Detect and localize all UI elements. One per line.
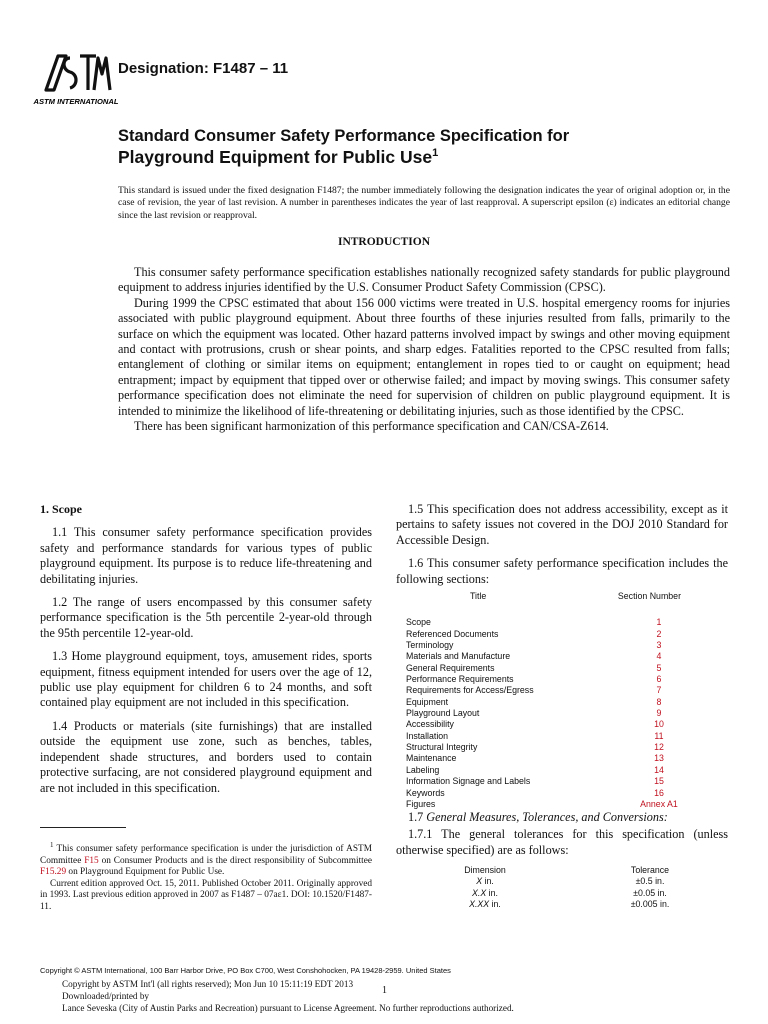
title-footnote-mark: 1	[432, 147, 439, 159]
download-line-2: Downloaded/printed by	[62, 991, 150, 1001]
subcommittee-f15-29-link[interactable]: F15.29	[40, 867, 67, 878]
toc-row-title: Keywords	[406, 787, 445, 798]
dimension-symbol: X.X	[472, 887, 487, 898]
tolerance-row	[430, 888, 690, 899]
toc-row-title: Referenced Documents	[406, 628, 499, 639]
toc-row-number[interactable]: 5	[656, 662, 662, 673]
scope-paragraph-1-5: 1.5 This specification does not address accessibility, except as it pertains to safety issues not covered in the DOJ 2010 Standard for Accessible Design.	[396, 502, 728, 547]
toc-row-title: Information Signage and Labels	[406, 776, 531, 787]
toc-row-number[interactable]: 4	[656, 651, 662, 662]
toc-row-title: Playground Layout	[406, 708, 480, 719]
toc-row-title: Structural Integrity	[406, 742, 478, 753]
toc-row-number[interactable]: 9	[656, 708, 662, 719]
toc-row-title: Materials and Manufacture	[406, 651, 511, 662]
left-column	[40, 502, 372, 804]
footnote	[40, 840, 372, 914]
tolerance-row	[430, 899, 690, 910]
toc-row	[406, 753, 706, 764]
tolerance-dimension	[430, 899, 540, 910]
toc-row-number[interactable]: 10	[654, 719, 664, 730]
copyright-line: Copyright © ASTM International, 100 Barr Harbor Drive, PO Box C700, West Conshohocken, PA 19428-2959. United States	[40, 966, 451, 975]
toc-row	[406, 697, 706, 708]
section-1-7-title: General Measures, Tolerances, and Conversions:	[426, 810, 668, 824]
intro-paragraph: During 1999 the CPSC estimated that about 156 000 victims were treated in U.S. hospital emergency rooms for injuries associated with public playground equipment. About three fourths of these injuries resulted from falls, primarily to the surface on which the equipment was located. Other hazard patterns involved impact by swings and other moving equipment and contact with protrusions, crush or shear points, and sharp edges. Fatalities reported to the CPSC resulted from falls; entanglement of clothing or similar items on equipment; entanglement in ropes tied to or caught on equipment; head entrapment; impact by equipment that tipped over or otherwise failed; and impact by moving swings. This consumer safety performance specification does not eliminate the need for supervision of children on public playground equipment. It is intended to minimize the likelihood of life-threatening or debilitating injuries, such as those identified by the CPSC.	[118, 295, 730, 418]
footnote-text: on Playground Equipment for Public Use.	[66, 867, 225, 878]
toc-row	[406, 685, 706, 696]
dimension-unit: in.	[486, 887, 498, 898]
tolerance-value: ±0.05 in.	[633, 887, 667, 898]
scope-paragraph: 1.2 The range of users encompassed by this consumer safety performance specification is the 5th percentile 2-year-old through the 95th percentile 12-year-old.	[40, 595, 372, 640]
toc-row-number[interactable]: 2	[656, 628, 662, 639]
toc-row-title: Installation	[406, 730, 449, 741]
toc-row	[406, 788, 706, 799]
committee-f15-link[interactable]: F15	[84, 855, 99, 866]
footnote-text: on Consumer Products and is the direct responsibility of Subcommittee	[98, 855, 372, 866]
toc-row-title: Maintenance	[406, 753, 457, 764]
toc-row-title: Accessibility	[406, 719, 454, 730]
tolerance-value: ±0.005 in.	[630, 898, 670, 909]
toc-section-header: Section Number	[617, 591, 681, 601]
toc-row	[406, 708, 706, 719]
toc-row-title: Labeling	[406, 764, 440, 775]
intro-paragraph: This consumer safety performance specification establishes nationally recognized safety standards for public playground equipment to address injuries identified by the U.S. Consumer Product Safety Commission (CPSC).	[118, 265, 730, 295]
dimension-symbol: X	[476, 876, 483, 887]
issuance-notice: This standard is issued under the fixed designation F1487; the number immediately following the designation indicates the year of original adoption or, in the case of revision, the year of last revision. A number in parentheses indicates the year of last reapproval. A superscript epsilon (ε) indicates an editorial change since the last revision or reapproval.	[118, 185, 730, 221]
tolerance-dimension	[430, 888, 540, 899]
toc-row-number[interactable]: 3	[656, 640, 662, 651]
toc-row-number[interactable]: 12	[654, 742, 664, 753]
toc-row-title: Terminology	[406, 640, 454, 651]
tolerance-dimension	[430, 876, 540, 887]
toc-row	[406, 776, 706, 787]
toc-row	[406, 617, 706, 628]
toc-row-title: Performance Requirements	[406, 674, 514, 685]
designation-label: Designation: F1487	[118, 60, 256, 77]
section-1-7-number: 1.7	[408, 810, 424, 824]
logo-text: ASTM INTERNATIONAL	[33, 97, 119, 106]
footnote-text: This consumer safety performance specification is under the jurisdiction of ASTM Committee	[40, 844, 372, 866]
page-number: 1	[382, 985, 387, 996]
toc-row-number[interactable]: Annex A1	[640, 798, 678, 809]
edition-note: Current edition approved Oct. 15, 2011. Published October 2011. Originally approved in 1993. Last previous edition approved in 2007 as F1487 – 07aε1. DOI: 10.1520/F1487-11.	[40, 878, 372, 913]
toc-row-number[interactable]: 8	[656, 696, 662, 707]
toc-row	[406, 765, 706, 776]
toc-row	[406, 629, 706, 640]
footnote-divider	[40, 827, 126, 828]
toc-row-number[interactable]: 6	[656, 674, 662, 685]
scope-paragraph-1-6: 1.6 This consumer safety performance specification includes the following sections:	[396, 556, 728, 586]
download-line-1: Copyright by ASTM Int'l (all rights reserved); Mon Jun 10 15:11:19 EDT 2013	[62, 979, 354, 989]
dimension-symbol: X.XX	[469, 898, 490, 909]
tolerance-value-header: Tolerance	[630, 865, 670, 875]
toc-row-number[interactable]: 14	[654, 764, 664, 775]
section-1-7-1: 1.7.1 The general tolerances for this specification (unless otherwise specified) are as follows:	[396, 827, 728, 857]
title-line-1: Standard Consumer Safety Performance Specification for	[118, 127, 570, 145]
astm-logo	[33, 50, 119, 108]
sections-table	[406, 591, 706, 810]
toc-row-number[interactable]: 7	[656, 685, 662, 696]
toc-row	[406, 651, 706, 662]
dimension-unit: in.	[482, 876, 494, 887]
tolerance-dimension-header: Dimension	[464, 865, 506, 875]
toc-row-title: Requirements for Access/Egress	[406, 685, 534, 696]
toc-row	[406, 719, 706, 730]
designation	[118, 60, 288, 77]
scope-paragraph: 1.1 This consumer safety performance specification provides safety and performance standards for various types of public playground equipment. Its purpose is to reduce life-threatening and debilitating injuries.	[40, 525, 372, 586]
astm-logo-icon	[33, 50, 119, 108]
download-line-3: Lance Seveska (City of Austin Parks and Recreation) pursuant to License Agreement. No further reproductions authorized.	[62, 1003, 514, 1013]
toc-row-number[interactable]: 1	[656, 617, 662, 628]
introduction-body	[118, 265, 730, 434]
toc-row	[406, 674, 706, 685]
download-notice	[62, 978, 742, 1014]
toc-row	[406, 640, 706, 651]
designation-year: – 11	[259, 60, 289, 77]
toc-row-title: General Requirements	[406, 662, 495, 673]
toc-row	[406, 731, 706, 742]
toc-row	[406, 663, 706, 674]
toc-title-header: Title	[470, 591, 487, 601]
document-title	[118, 126, 718, 168]
right-column	[396, 502, 728, 587]
scope-paragraph: 1.3 Home playground equipment, toys, amusement rides, sports equipment, fitness equipment intended for users over the age of 12, public use play equipment for children 6 to 24 months, and soft contained play equipment are not included in this specification.	[40, 649, 372, 710]
title-line-2: Playground Equipment for Public Use	[118, 147, 433, 167]
section-1-7	[396, 810, 728, 858]
tolerance-row	[430, 876, 690, 887]
toc-row-number[interactable]: 15	[654, 776, 664, 787]
intro-paragraph: There has been significant harmonization of this performance specification and CAN/CSA-Z614.	[134, 419, 609, 434]
tolerance-table	[430, 865, 690, 910]
toc-row-number[interactable]: 13	[654, 753, 664, 764]
footnote-mark: 1	[50, 841, 54, 849]
toc-row-title: Figures	[406, 798, 436, 809]
toc-row	[406, 799, 706, 810]
toc-row-title: Scope	[406, 617, 431, 628]
dimension-unit: in.	[489, 898, 501, 909]
toc-row-number[interactable]: 11	[654, 730, 664, 741]
scope-heading: 1. Scope	[40, 502, 82, 516]
introduction-heading: INTRODUCTION	[337, 236, 430, 248]
toc-row-number[interactable]: 16	[654, 787, 664, 798]
toc-row-title: Equipment	[406, 696, 449, 707]
tolerance-value: ±0.5 in.	[635, 876, 665, 887]
scope-paragraph: 1.4 Products or materials (site furnishings) that are installed outside the equipment use zone, such as benches, tables, independent shade structures, and borders used to contain protective surfacing, are not considered playground equipment and are not included in this specification.	[40, 718, 372, 795]
toc-row	[406, 742, 706, 753]
